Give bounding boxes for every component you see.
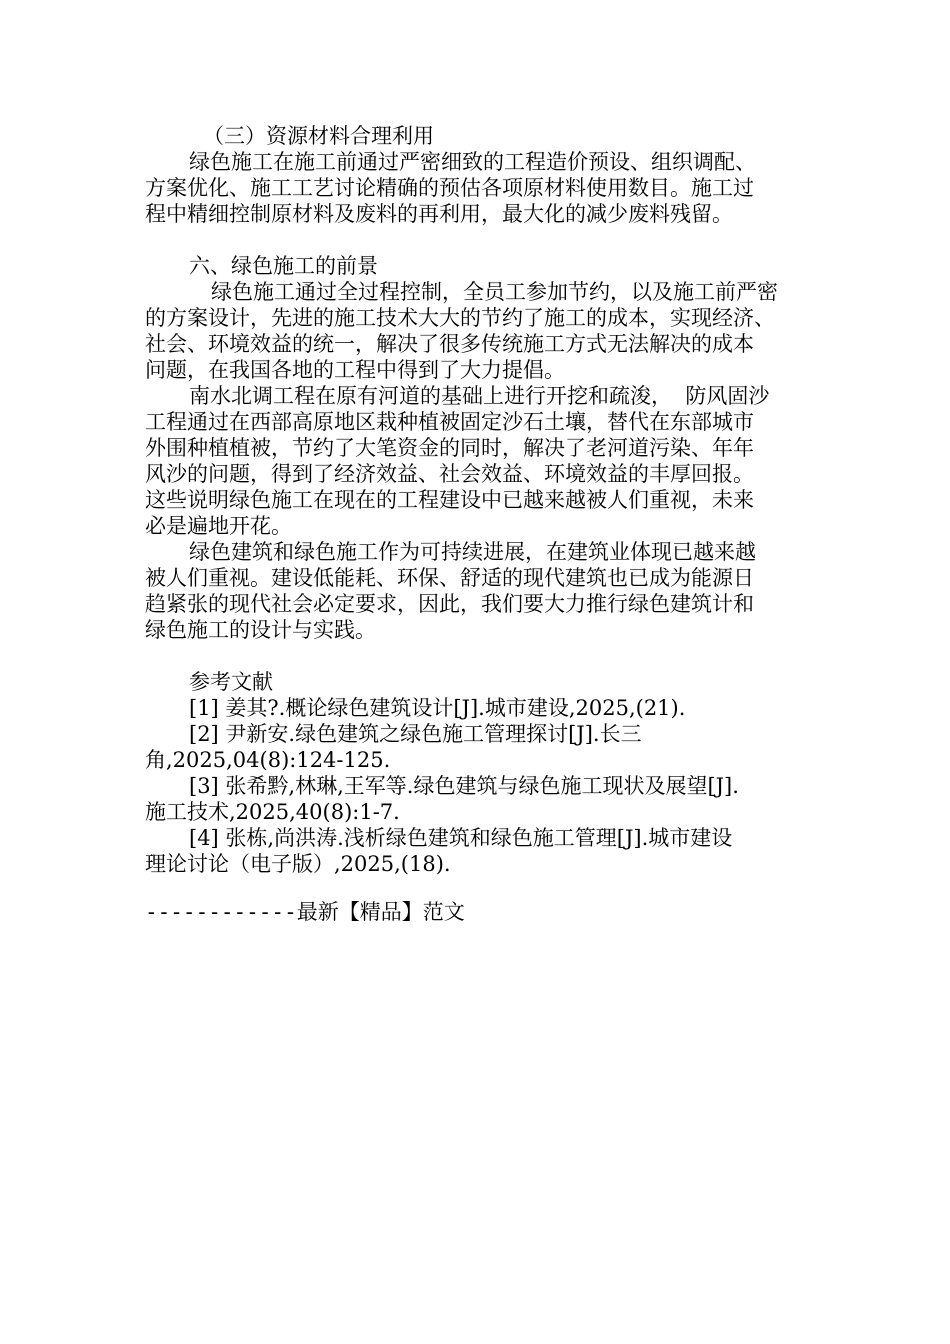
paragraph-line: 工程通过在西部高原地区栽种植被固定沙石土壤，替代在东部城市 — [145, 410, 754, 434]
footer-text: ------------最新【精品】范文 — [145, 900, 465, 924]
paragraph-line: 绿色施工在施工前通过严密细致的工程造价预设、组织调配、 — [189, 150, 756, 174]
reference-entry-continuation: 施工技术,2025,40(8):1-7. — [145, 800, 400, 824]
paragraph-line: 绿色建筑和绿色施工作为可持续进展，在建筑业体现已越来越 — [189, 540, 756, 564]
section-heading: 六、绿色施工的前景 — [189, 254, 378, 278]
paragraph-line: 风沙的问题，得到了经济效益、社会效益、环境效益的丰厚回报。 — [145, 462, 754, 486]
paragraph-line: 方案优化、施工工艺讨论精确的预估各项原材料使用数目。施工过 — [145, 176, 754, 200]
paragraph-line: 社会、环境效益的统一，解决了很多传统施工方式无法解决的成本 — [145, 332, 754, 356]
section-heading: （三）资源材料合理利用 — [203, 124, 434, 148]
reference-entry: [1] 姜其?.概论绿色建筑设计[J].城市建设,2025,(21). — [189, 696, 686, 720]
reference-entry-continuation: 角,2025,04(8):124-125. — [145, 748, 391, 772]
paragraph-line: 的方案设计，先进的施工技术大大的节约了施工的成本，实现经济、 — [145, 306, 775, 330]
paragraph-line: 绿色施工通过全过程控制，全员工参加节约，以及施工前严密 — [211, 280, 778, 304]
paragraph-line: 外围种植植被，节约了大笔资金的同时，解决了老河道污染、年年 — [145, 436, 754, 460]
reference-entry-continuation: 理论讨论（电子版）,2025,(18). — [145, 852, 451, 876]
references-heading: 参考文献 — [189, 670, 273, 694]
paragraph-line: 程中精细控制原材料及废料的再利用，最大化的减少废料残留。 — [145, 202, 733, 226]
reference-entry: [4] 张栋,尚洪涛.浅析绿色建筑和绿色施工管理[J].城市建设 — [189, 826, 733, 850]
paragraph-line: 绿色施工的设计与实践。 — [145, 618, 376, 642]
paragraph-line: 问题，在我国各地的工程中得到了大力提倡。 — [145, 358, 565, 382]
paragraph-line: 南水北调工程在原有河道的基础上进行开挖和疏浚， 防风固沙 — [189, 384, 770, 408]
paragraph-line: 趋紧张的现代社会必定要求，因此，我们要大力推行绿色建筑计和 — [145, 592, 754, 616]
reference-entry: [2] 尹新安.绿色建筑之绿色施工管理探讨[J].长三 — [189, 722, 642, 746]
reference-entry: [3] 张希黔,林琳,王军等.绿色建筑与绿色施工现状及展望[J]. — [189, 774, 739, 798]
paragraph-line: 必是遍地开花。 — [145, 514, 292, 538]
paragraph-line: 被人们重视。建设低能耗、环保、舒适的现代建筑也已成为能源日 — [145, 566, 754, 590]
paragraph-line: 这些说明绿色施工在现在的工程建设中已越来越被人们重视，未来 — [145, 488, 754, 512]
